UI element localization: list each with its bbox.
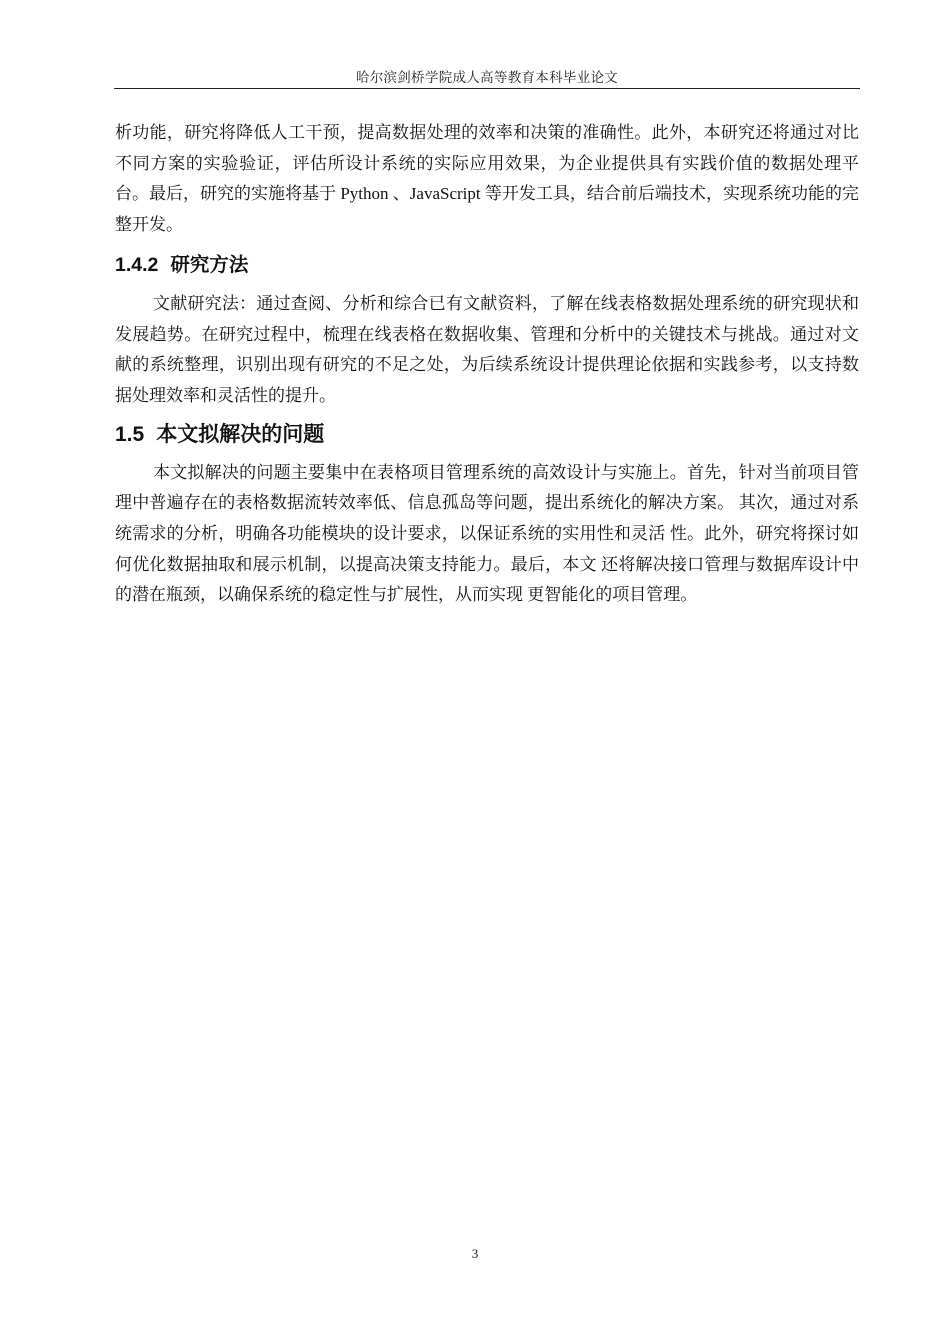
page-number: 3 [471, 1246, 479, 1261]
running-header: 哈尔滨剑桥学院成人高等教育本科毕业论文 [355, 70, 619, 85]
header-rule [114, 88, 860, 89]
section-number: 1.4.2 [115, 253, 159, 276]
section-heading-1-5 [115, 420, 859, 450]
section-title: 本文拟解决的问题 [156, 422, 325, 446]
page-body [115, 118, 859, 611]
section-number: 1.5 [115, 422, 145, 446]
section-heading-1-4-2 [115, 251, 859, 279]
paragraph-research-methods: 文献研究法：通过查阅、分析和综合已有文献资料，了解在线表格数据处理系统的研究现状和发展趋势。在研究过程中，梳理在线表格在数据收集、管理和分析中的关键技术与挑战。通过对文献的系统整理，识别出现有研究的不足之处，为后续系统设计提供理论依据和实践参考，以支持数据处理效率和灵活性的提升。 [115, 293, 859, 405]
paragraph-research-content: 析功能，研究将降低人工干预，提高数据处理的效率和决策的准确性。此外，本研究还将通过对比不同方案的实验验证，评估所设计系统的实际应用效果，为企业提供具有实践价值的数据处理平台。最后，研究的实施将基于 Python 、JavaScript 等开发工具，结合前后端技术，实现系统功能的完整开发。 [115, 123, 859, 235]
paragraph-problems-to-solve: 本文拟解决的问题主要集中在表格项目管理系统的高效设计与实施上。首先，针对当前项目管理中普遍存在的表格数据流转效率低、信息孤岛等问题，提出系统化的解决方案。 其次，通过对系统需求的分析，明确各功能模块的设计要求，以保证系统的实用性和灵活 性。此外，研究将探讨如何优化数据抽取和展示机制，以提高决策支持能力。最后，本文 还将解决接口管理与数据库设计中的潜在瓶颈，以确保系统的稳定性与扩展性，从而实现 更智能化的项目管理。 [115, 462, 859, 605]
section-title: 研究方法 [170, 253, 249, 276]
